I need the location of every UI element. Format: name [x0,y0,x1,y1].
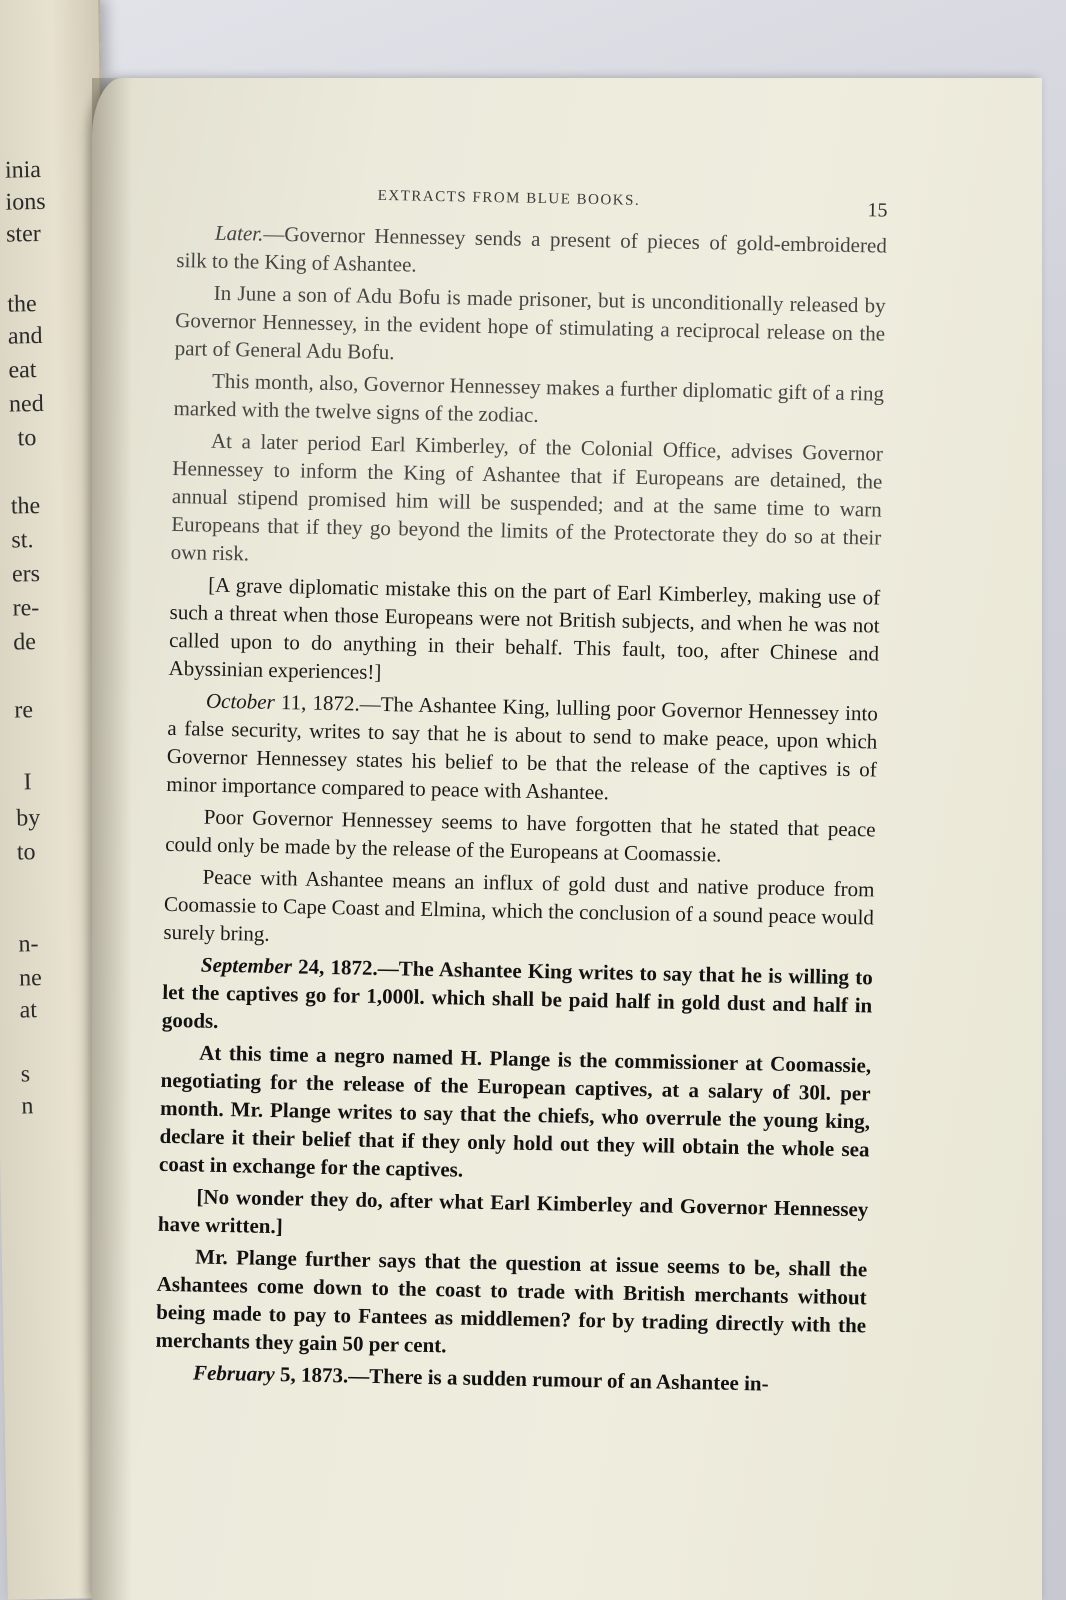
spine-shadow [92,78,132,1600]
paragraph-text: [A grave diplomatic mistake this on the part of Earl Kimberley, making use of such a threat when those Europeans were not British subjects, and when he was not called upon to do anything in their behalf. This fault, too, after Chinese and Abyssinian experiences!] [168,572,881,684]
paragraph-lead: September [200,952,293,979]
paragraph-text: At a later period Earl Kimberley, of the Colonial Office, advises Governor Hennessey to inform the King of Ashantee that if Europeans are detained, the annual stipend promised him will be suspended; and at the same time to warn Europeans that if they go beyond the limits of the Protectorate they do so at their own risk. [170,428,884,566]
paragraph [166,686,878,812]
paragraph-text: 5, 1873.—There is a sudden rumour of an Ashantee in- [274,1362,769,1396]
left-page-fragment: ne [18,965,42,992]
left-page-fragment: at [19,997,38,1024]
left-page-fragment: I [23,769,32,796]
left-page-fragment: the [10,493,41,520]
paragraph-text: 24, 1872.—The Ashantee King writes to say that he is willing to let the captives go for 1,000l. which shall be paid half in gold dust and half in goods. [161,954,874,1033]
left-page-fragment: ers [11,561,41,588]
left-page-fragment: re- [12,595,40,622]
left-page-fragment: re [14,697,34,724]
left-page-fragment: de [12,629,37,656]
paragraph-text: This month, also, Governor Hennessey makes a further diplomatic gift of a ring marked with the twelve signs of the zodiac. [173,368,885,427]
left-page-fragment: n [21,1093,34,1120]
paragraph [159,1038,872,1192]
paragraph [155,1242,867,1368]
paragraph-text: 11, 1872.—The Ashantee King, lulling poor Governor Hennessey into a false security, writes to say that he is about to send to make peace, upon which Governor Hennessey states his belief to be that the release of the captives is of minor importance compared to peace with Ashantee. [166,689,879,805]
left-page-fragment: by [16,805,41,832]
paragraph [163,862,874,960]
left-page-fragment: st. [11,527,34,554]
paragraph-lead: February [192,1360,275,1387]
left-page-fragment: ster [5,220,41,248]
left-page-fragment: ned [8,390,44,418]
left-page-fragment: n- [18,931,39,958]
paragraph-text: —Governor Hennessey sends a present of pieces of gold-embroidered silk to the King of Ashantee. [176,221,888,277]
paragraph-lead: October [205,688,276,714]
left-page-fragment: and [7,322,43,350]
page-text-block [155,178,888,1403]
paragraph-text: Poor Governor Hennessey seems to have forgotten that he stated that peace could only be made by the release of the Europeans at Coomassie. [164,804,876,867]
paragraph [173,366,884,436]
left-page-fragment: to [16,839,36,866]
left-page-fragment: eat [8,357,37,384]
paragraph [158,1182,869,1252]
paragraph-text: Peace with Ashantee means an influx of gold dust and native produce from Coomassie to Cape Coast and Elmina, which the conclusion of a sound peace would surely bring. [163,864,875,946]
left-page-fragment: s [20,1061,31,1088]
paragraph-text: [No wonder they do, after what Earl Kimberley and Governor Hennessey have written.] [157,1184,869,1239]
paragraph [174,278,885,376]
paragraph [171,426,884,580]
left-page-fragment: to [17,425,37,452]
paragraph-text: At this time a negro named H. Plange is the commissioner at Coomassie, negotiating for the release of the European captives, at a salary of 30l. per month. Mr. Plange writes to say that the chiefs, who overrule the young king, declare it their belief that if they only hold out they will obtain the whole sea coast in exchange for the captives. [158,1040,872,1182]
paragraph-lead: Later. [214,220,264,246]
paragraph [168,570,880,696]
paragraph [165,802,876,872]
paragraph-text: Mr. Plange further says that the question at issue seems to be, shall the Ashantees come down to the coast to trade with British merchants without being made to pay to Fantees as middlemen? for by trading directly with the merchants they gain 50 per cent. [155,1244,868,1358]
left-page-fragment: the [7,291,37,318]
left-page-fragment: inia [4,156,42,184]
paragraph-text: In June a son of Adu Bofu is made prisoner, but is unconditionally released by Governor Hennessey, in the evident hope of stimulating a reciprocal release on the part of General Adu Bofu. [174,280,886,365]
paragraph [162,950,873,1048]
page-number: 15 [867,199,888,222]
running-head-title: EXTRACTS FROM BLUE BOOKS. [377,187,641,209]
left-page-fragment: ions [5,188,46,216]
